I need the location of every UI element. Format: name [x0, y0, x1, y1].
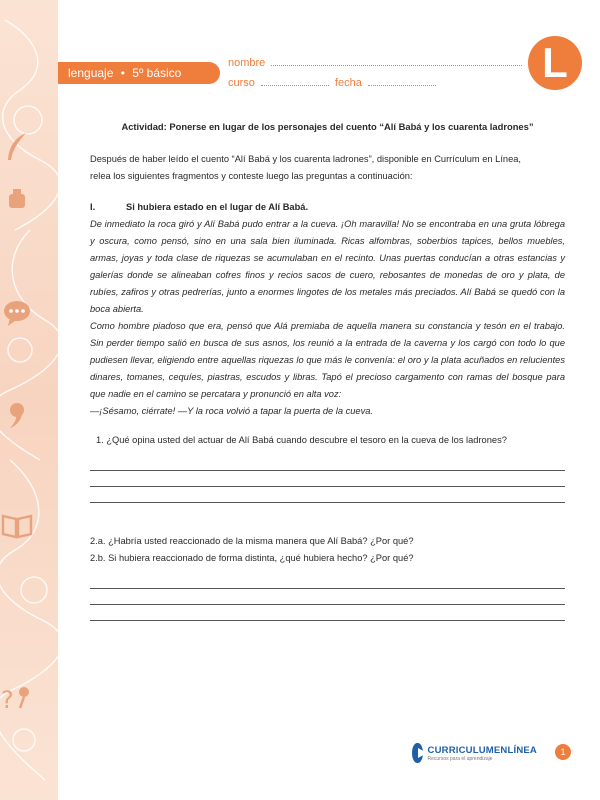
answer-line[interactable]	[90, 487, 565, 503]
question-1: 1. ¿Qué opina usted del actuar de Alí Babá cuando descubre el tesoro en la cueva de los ladrones?	[96, 435, 507, 445]
answer-line[interactable]	[90, 589, 565, 605]
story-excerpt	[90, 216, 565, 420]
answer-lines-1	[90, 455, 565, 503]
section-number: I.	[90, 202, 96, 212]
name-label: nombre	[228, 57, 266, 69]
curriculum-logo	[412, 740, 537, 766]
svg-text:?: ?	[1, 686, 14, 714]
date-field[interactable]	[368, 76, 436, 86]
decorative-left-strip	[0, 0, 58, 800]
answer-lines-2	[90, 573, 565, 621]
name-field[interactable]	[271, 56, 522, 66]
section-title: Si hubiera estado en el lugar de Alí Babá.	[126, 202, 309, 212]
play-arrow-icon	[412, 743, 423, 763]
answer-line[interactable]	[90, 605, 565, 621]
student-info-fields	[228, 56, 528, 96]
activity-title-text: Ponerse en lugar de los personajes del cuento “Alí Babá y los cuarenta ladrones”	[166, 121, 534, 132]
intro-line-1: Después de haber leído el cuento “Alí Babá y los cuarenta ladrones”, disponible en Currículum en Línea,	[90, 154, 522, 164]
logo-name: CURRICULUMENLÍNEA	[427, 744, 537, 756]
comma-icon	[0, 398, 34, 432]
grade-label: 5º básico	[132, 66, 182, 80]
question-microphone-icon	[0, 680, 34, 714]
quill-icon	[0, 130, 34, 164]
subject-grade-band	[58, 62, 220, 84]
intro-line-2: relea los siguientes fragmentos y conteste luego las preguntas a continuación:	[90, 171, 413, 181]
subject-label: lenguaje	[68, 66, 114, 80]
question-2-block	[90, 533, 565, 567]
activity-title	[90, 118, 565, 135]
worksheet-body	[90, 118, 565, 621]
course-label: curso	[228, 77, 255, 89]
story-paragraph-1: De inmediato la roca giró y Alí Babá pudo entrar a la cueva. ¡Oh maravilla! No se encontraba en una gruta lóbrega y oscura, como pensó, sino en una sala bien iluminada. Ricas alfombras, soberbios tapices, bellos muebles, armas, joyas y toda clase de riquezas se acumulaban en el recinto. Unas puertas conducían a otras estancias y galerías donde se alineaban cofres finos y recios sacos de cuero, rebosantes de monedas de oro y plata, de rubíes, zafiros y otras pedrerías, junto a enormes lingotes de los metales más preciados. Alí Babá se quedó con la boca abierta.	[90, 219, 565, 314]
logo-tagline: Recursos para el aprendizaje	[427, 755, 493, 762]
inkwell-icon	[0, 180, 34, 214]
question-2a: 2.a. ¿Habría usted reaccionado de la misma manera que Alí Babá? ¿Por qué?	[90, 536, 414, 546]
story-paragraph-3: —¡Sésamo, ciérrate! —Y la roca volvió a tapar la puerta de la cueva.	[90, 406, 374, 416]
logo-text	[428, 745, 537, 762]
course-date-row	[228, 76, 528, 96]
speech-bubble-icon	[0, 296, 34, 330]
course-field[interactable]	[261, 76, 329, 86]
subject-letter-badge: L	[528, 36, 582, 90]
answer-line[interactable]	[90, 455, 565, 471]
answer-line[interactable]	[90, 471, 565, 487]
story-paragraph-2: Como hombre piadoso que era, pensó que Alá premiaba de aquella manera su constancia y tesón en el trabajo. Sin perder tiempo salió en busca de sus asnos, los reunió a la entrada de la caverna y los cargó con todo lo que pudiesen llevar, eligiendo entre aquellas riquezas lo que más le convenía: el oro y la plata acuñados en relucientes dinares, tomanes, cequíes, piastras, escudos y libras. Tapó el precioso cargamento con ramas del bosque para que nadie en el camino se percatara y pronunció en alta voz:	[90, 321, 565, 399]
page-number: 1	[555, 744, 571, 760]
question-2b: 2.b. Si hubiera reaccionado de forma distinta, ¿qué hubiera hecho? ¿Por qué?	[90, 553, 414, 563]
book-icon	[0, 508, 34, 542]
date-label: fecha	[334, 77, 362, 89]
answer-line[interactable]	[90, 573, 565, 589]
section-heading	[90, 199, 565, 216]
intro-text	[90, 151, 565, 185]
activity-title-label: Actividad:	[121, 121, 167, 132]
header-separator: •	[120, 66, 125, 80]
name-field-row	[228, 56, 528, 76]
